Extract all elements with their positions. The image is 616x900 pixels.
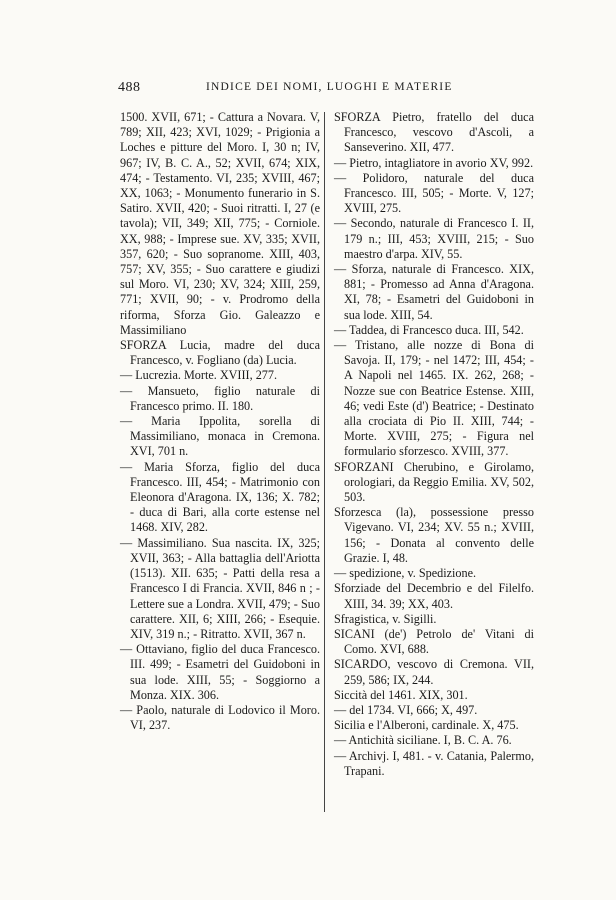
page-number: 488 bbox=[118, 80, 141, 95]
index-entry: — spedizione, v. Spedizione. bbox=[334, 566, 477, 581]
index-entry: SFORZA Pietro, fratello del duca Francesco, vescovo d'Ascoli, a Sanseverino. XII, 477. bbox=[334, 110, 534, 155]
index-entry: Sfragistica, v. Sigilli. bbox=[334, 611, 437, 626]
index-entry: — Paolo, naturale di Lodovico il Moro. VI, 237. bbox=[120, 702, 320, 733]
index-entry: — Tristano, alle nozze di Bona di Savoja. II, 179; - nel 1472; III, 454; - A Napoli nel 1465. IX. 262, 268; - Nozze sue con Beatrice Estense. XIII, 46; vedi Este (d') Beatrice; - Destinato alla crociata di Pio II. XIII, 744; - Morte. XVIII, 275; - Figura nel formulario sforzesco. XVIII, 377. bbox=[334, 338, 534, 459]
index-entry: SFORZA Lucia, madre del duca Francesco, v. Fogliano (da) Lucia. bbox=[120, 338, 320, 368]
index-entry: — Archivj. I, 481. - v. Catania, Palermo, Trapani. bbox=[334, 748, 534, 778]
index-entry: — Maria Sforza, figlio del duca Francesco. III, 454; - Matrimonio con Eleonora d'Aragona. IX, 136; X. 782; - duca di Bari, alla corte estense nel 1468. XIV, 282. bbox=[120, 459, 320, 535]
index-column-left bbox=[120, 110, 320, 733]
index-entry: Siccità del 1461. XIX, 301. bbox=[334, 687, 468, 702]
index-entry: Sforzesca (la), possessione presso Vigevano. VI, 234; XV. 55 n.; XVIII, 156; - Donata al convento delle Grazie. I, 48. bbox=[334, 505, 534, 565]
index-entry: — Lucrezia. Morte. XVIII, 277. bbox=[120, 368, 278, 383]
index-entry: SFORZANI Cherubino, e Girolamo, orologiari, da Reggio Emilia. XV, 502, 503. bbox=[334, 459, 534, 505]
index-entry: — Pietro, intagliatore in avorio XV, 992. bbox=[334, 155, 534, 170]
index-entry: Sicilia e l'Alberoni, cardinale. X, 475. bbox=[334, 718, 519, 733]
index-entry: — Secondo, naturale di Francesco I. II, 179 n.; III, 453; XVIII, 215; - Suo maestro d'arpa. XIV, 55. bbox=[334, 216, 534, 261]
column-divider bbox=[324, 112, 325, 812]
index-entry: — Antichità siciliane. I, B. C. A. 76. bbox=[334, 733, 512, 748]
index-entry: SICANI (de') Petrolo de' Vitani di Como. XVI, 688. bbox=[334, 626, 534, 657]
index-entry: — Massimiliano. Sua nascita. IX, 325; XVII, 363; - Alla battaglia dell'Ariotta (1513). XII. 635; - Patti della resa a Francesco I di Francia. XVII, 846 n ; - Lettere sue a Londra. XVII, 479; - Suo carattere. XII, 6; XIII, 266; - Esequie. XIV, 319 n.; - Ritratto. XVII, 367 n. bbox=[120, 535, 320, 641]
index-entry: — Polidoro, naturale del duca Francesco. III, 505; - Morte. V, 127; XVIII, 275. bbox=[334, 170, 534, 216]
running-title: INDICE DEI NOMI, LUOGHI E MATERIE bbox=[206, 81, 453, 93]
index-entry: — Ottaviano, figlio del duca Francesco. III. 499; - Esametri del Guidoboni in sua lode. XIII, 55; - Soggiorno a Monza. XIX. 306. bbox=[120, 642, 320, 702]
index-entry: 1500. XVII, 671; - Cattura a Novara. V, 789; XII, 423; XVI, 1029; - Prigionia a Loches e pitture del Moro. I, 30 n; IV, 967; IV, B. C. A., 52; XVII, 674; XIX, 474; - Testamento. VI, 235; XVIII, 467; XX, 1063; - Monumento funerario in S. Satiro. XVII, 420; - Suoi ritratti. I, 27 (e tavola); VII, 349; XII, 775; - Corniole. XX, 988; - Imprese sue. XV, 335; XVII, 357, 620; - Suo sopranome. XIII, 403, 757; XV, 355; - Suo carattere e giudizi sul Moro. VI, 230; XV, 324; XIII, 259, 771; XVII, 90; - v. Prodromo della riforma, Sforza Gio. Galeazzo e Massimiliano bbox=[120, 110, 320, 337]
index-column-right bbox=[334, 110, 534, 779]
index-entry: — del 1734. VI, 666; X, 497. bbox=[334, 702, 478, 717]
index-entry: — Sforza, naturale di Francesco. XIX, 881; - Promesso ad Anna d'Aragona. XI, 78; - Esametri del Guidoboni in sua lode. XIII, 54. bbox=[334, 262, 534, 322]
index-entry: — Mansueto, figlio naturale di Francesco primo. II. 180. bbox=[120, 383, 320, 413]
index-entry: — Taddea, di Francesco duca. III, 542. bbox=[334, 322, 524, 337]
index-entry: SICARDO, vescovo di Cremona. VII, 259, 586; IX, 244. bbox=[334, 657, 534, 687]
index-entry: — Maria Ippolita, sorella di Massimiliano, monaca in Cremona. XVI, 701 n. bbox=[120, 414, 320, 459]
index-entry: Sforziade del Decembrio e del Filelfo. XIII, 34. 39; XX, 403. bbox=[334, 581, 534, 611]
page-header bbox=[118, 80, 532, 100]
